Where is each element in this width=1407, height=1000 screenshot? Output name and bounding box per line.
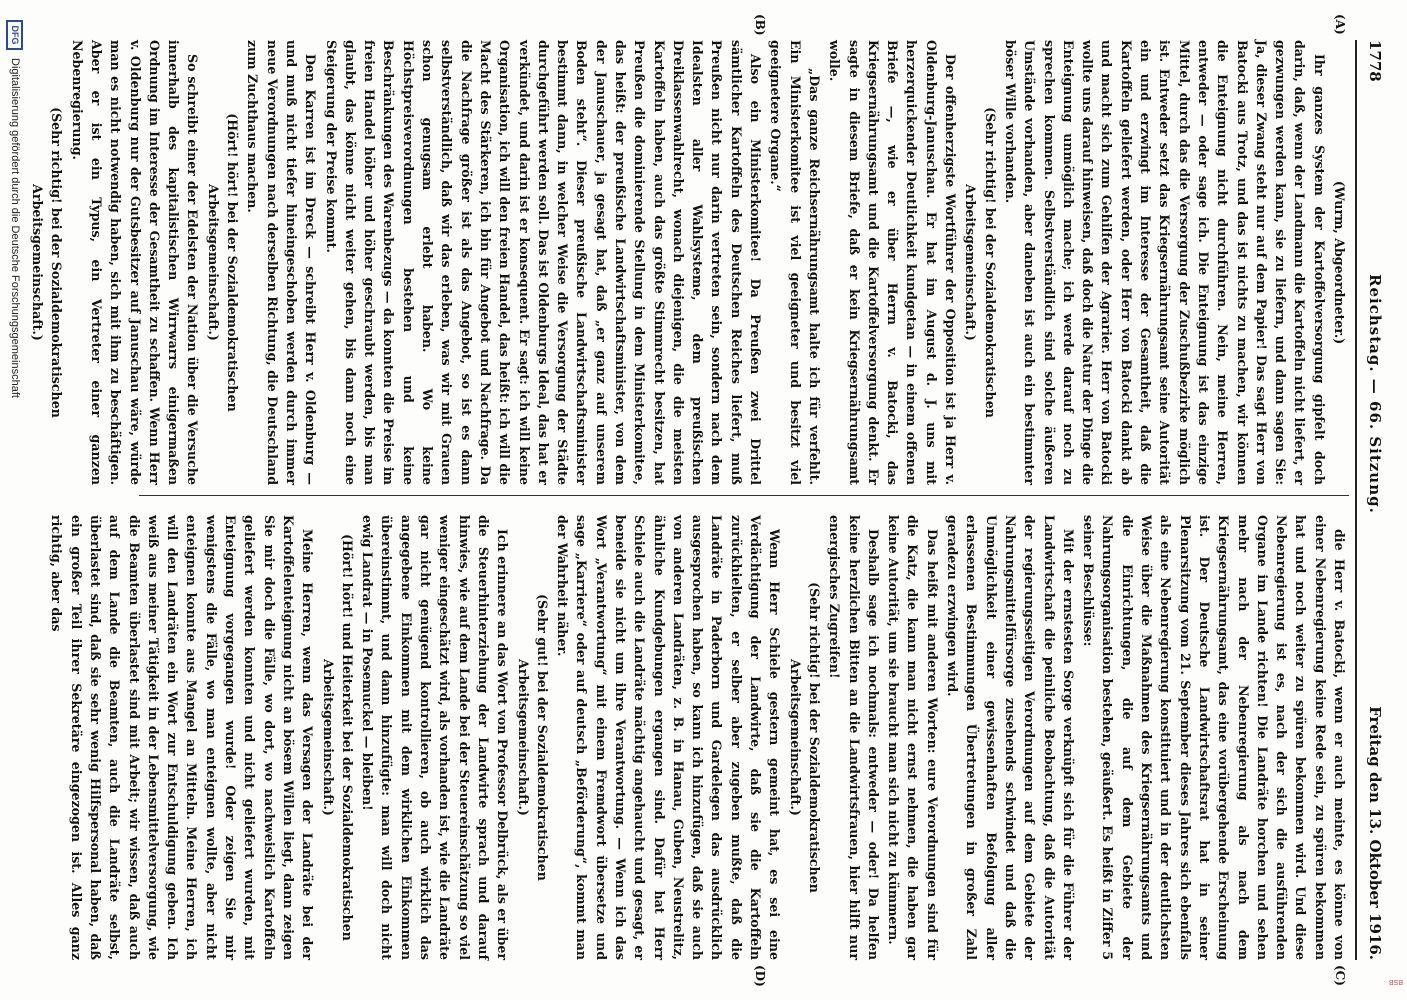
page-number: 1778 (1366, 40, 1384, 82)
margin-marker-a: (A) (1333, 14, 1347, 35)
paragraph: (Hört! hört! und Heiterkeit bei der Sozialdemokratischen Arbeitsgemeinschaft.) (320, 534, 355, 941)
session-title: Reichstag. — 66. Sitzung. (1366, 274, 1384, 514)
paragraph: Ihr ganzes System der Kartoffelversorgung gipfelt doch darin, daß, wenn der Landmann die Kartoffeln nicht liefert, er gezwungen werden kann, sie zu liefern, und dann sagen Sie: Ja, dieser Zwang steht nur auf dem Papier! Das sagt Herr von Batocki aus Trotz, und das ist nichts zu machen, wir können die Enteignung nicht durchführen. Nein, meine Herren, entweder — oder sage ich. Die Enteignung ist das einzige Mittel, durch das die Versorgung der Zuschußbezirke möglich ist. Entweder setzt das Kriegsernährungsamt seine Autorität ein und erzwingt im Interesse der Gesamtheit, daß die Kartoffeln geliefert werden, oder Herr von Batocki dankt ab und macht sich zum Gehilfen der Agrarier. Herr von Batocki wollte uns darauf hinweisen, daß doch die Natur der Dinge die Enteignung unmöglich mache; ich werde darauf noch zu sprechen kommen. Selbstverständlich sind solche äußeren Umstände vorhanden, aber daneben ist auch ein bestimmter böser Wille vorhanden. (1002, 40, 1327, 485)
paragraph: Deshalb sage ich nochmals: entweder — oder! Da helfen keine herzlichen Bitten an die Landwirtsfrauen, hier hilft nur energisches Zugreifen! (827, 515, 881, 960)
session-date: Freitag den 13. Oktober 1916. (1366, 706, 1384, 960)
left-column (30, 40, 1349, 485)
paragraph: Meine Herren, wenn das Versagen der Landräte bei der Kartoffelenteignung nicht an bösem Willen liegt, dann zeigen Sie mir doch die Fälle, wo dort, wo nachweislich Kartoffeln geliefert werden konnten und nicht geliefert wurden, mit Enteignung vorgegangen wurde! Oder zeigen Sie mir wenigstens die Fälle, wo man enteignen wollte, aber nicht enteignen konnte aus Mangel an Mitteln. Meine Herren, ich will den Landräten ein Wort zur Entschuldigung geben. Ich weiß aus meiner Tätigkeit in der Lebensmittelversorgung, wie die Beamten überlastet sind mit Arbeit; wir wissen, daß auch auf dem Lande die Beamten, auch die Landräte selbst, überlastet sind, daß sie sehr wenig Hilfspersonal haben, daß ein großer Teil ihrer Sekretäre eingezogen ist. Alles ganz richtig, aber das (49, 515, 316, 960)
page-header (1361, 40, 1389, 960)
paragraph: (Sehr richtig! bei der Sozialdemokratischen Arbeitsgemeinschaft.) (963, 107, 998, 418)
paragraph: Den Karren ist im Dreck — schreibt Herr v. Oldenburg — und muß nicht tiefer hineingeschoben werden durch immer neue Verordnungen nach derselben Richtung, die Deutschland zum Zuchthaus machen. (245, 40, 319, 485)
paragraph: So schreibt einer der Edelsten der Nation über die Versuche innerhalb des kapitalistischen Wirrwarrs einigermaßen Ordnung im Interesse der Gesamtheit zu schaffen. Wenn Herr v. Oldenburg nur der Gutsbesitzer auf Januschau wäre, würde man es nicht notwendig haben, sich mit ihm zu beschäftigen. Aber er ist ein Typus, ein Vertreter einer ganzen Nebenregierung. (69, 40, 201, 485)
margin-marker-c: (C) (1333, 965, 1347, 986)
paragraph: die Herr v. Batocki, wenn er auch meinte, es könne von einer Nebenregierung keine Rede sein, zu spüren bekommen hat und noch weiter zu spüren bekommen wird. Und diese Nebenregierung ist es, nach der sich die ausführenden Organe im Lande richten! Die Landräte horchen und sehen mehr nach der Nebenregierung als nach dem Kriegsernährungsamt, das eine vorübergehende Erscheinung ist. Der Deutsche Landwirtschaftsrat hat in seiner Plenarsitzung vom 21. September dieses Jahres sich ebenfalls als eine Nebenregierung konstituiert und in der deutlichsten Weise über die Maßnahmen des Kriegsernährungsamts und die Einrichtungen, die auf dem Gebiete der Nahrungsorganisation bestehen, geäußert. Es heißt in Ziffer 5 seiner Beschlüsse: (1081, 515, 1347, 960)
dfg-logo: DFG (7, 20, 24, 50)
paragraph: Das heißt mit anderen Worten: eure Verordnungen sind für die Katz, die kann man nicht ernst nehmen, die haben gar keine Autorität, um sie braucht man sich nicht zu kümmern. (886, 515, 940, 960)
paragraph: (Sehr richtig! bei der Sozialdemokratischen Arbeitsgemeinschaft.) (787, 582, 822, 893)
library-stamp: BSB (1388, 978, 1403, 985)
column-divider (139, 495, 1349, 496)
margin-marker-b: (B) (753, 14, 767, 36)
paragraph: Ich erinnere an das Wort von Professor Delbrück, als er über die Steuerhinterziehung der Landwirte sprach und darauf hinwies, wie auf dem Lande bei der Steuereinschätzung so viel weniger eingeschätzt wird, als vorhanden ist, wie die Landräte gar nicht genügend kontrollieren, ob auch wirklich das angegebene Einkommen mit dem wirklichen Einkommen übereinstimmt, und dann hinzufügte: man will doch nicht ewig Landrat — in Posemuckel — bleiben! (360, 515, 511, 960)
paragraph: Wenn Herr Schiele gestern gemeint hat, es sei eine Verdächtigung der Landwirte, daß sie die Kartoffeln zurückhielten, er selber aber zugeben mußte, daß die Landräte in Paderborn und Gardelegen das ausdrücklich ausgesprochen haben, so kann ich hinzufügen, daß sie auch von anderen Landräten, z. B. in Hanau, Guben, Neustrelitz, ähnliche Kundgebungen ergangen sind. Dafür hat Herr Schiele auch die Landräte mächtig angehaucht und gesagt, er beneide sie nicht um ihre Verantwortung. — Wenn ich das Wort „Verantwortung“ mit einem Fremdwort übersetze und sage „Karriere“ oder auf deutsch „Beförderung“, kommt man der Wahrheit näher. (555, 515, 783, 960)
margin-marker-d: (D) (753, 965, 767, 987)
page-footer (5, 20, 25, 980)
header-rule (1355, 40, 1357, 960)
right-column (49, 515, 1349, 960)
paragraph: Der offenherzigste Wortführer der Opposition ist ja Herr v. Oldenburg-Januschau. Er hat im August d. J. uns mit herzerquickender Deutlichkeit kundgetan — in einem offenen Briefe —, wie er über Herrn v. Batocki, das Kriegsernährungsamt und die Kartoffelversorgung denkt. Er sagte in diesem Briefe, daß er kein Kriegsernährungsamt wolle. (827, 40, 959, 485)
paragraph: Also ein Ministerkomitee! Da Preußen zwei Drittel sämtlicher Kartoffeln des Deutschen Reiches liefert, muß Preußen nicht nur darin vertreten sein, sondern nach dem Idealsten aller Wahlsysteme, dem preußischen Dreiklassenwahlrecht, wonach diejenigen, die die meisten Kartoffeln haben, auch das größte Stimmrecht besitzen, hat Preußen die dominierende Stellung in dem Ministerkomitee, das heißt: der preußische Landwirtschaftsminister, von dem der Januschauer, ja gesagt hat, daß „er ganz auf unserem Boden steht“. Dieser preußische Landwirtschaftsminister bestimmt dann, in welcher Weise die Versorgung der Städte durchgeführt werden soll. Das ist Oldenburgs Ideal, das hat er verkündet, und darin ist er konsequent. Er sagt: ich will keine Organisation, ich will den freien Handel, das heißt: ich will die Macht des Stärkeren, ich bin für Angebot und Nachfrage. Da die Nachfrage größer ist als das Angebot, so ist es dann selbstverständlich, daß wir das erleben, was wir mit Grauen schon genugsam erlebt haben. Wo keine Höchstpreisverordnungen bestehen und keine Beschränkungen des Warenbezugs — da konnten die Preise im freien Handel höher und höher geschraubt werden, bis man glaubt, das könne nicht weiter gehen, bis dann noch eine Steigerung der Preise kommt. (323, 40, 764, 485)
paragraph: Mit der ernstesten Sorge verknüpft sich für die Führer der Landwirtschaft die peinliche Beobachtung, daß die Autorität der regierungsseitigen Verordnungen auf dem Gebiete der Nahrungsmittelfürsorge zusehends schwindet und daß die Unmöglichkeit einer gewissenhaften Befolgung aller erlassenen Bestimmungen Übertretungen in großer Zahl geradezu erzwingen wird. (945, 515, 1076, 960)
paragraph: „Das ganze Reichsernährungsamt halte ich für verfehlt. Ein Ministerkomitee ist viel geeigneter und besitzt viel geeignetere Organe.“ (768, 40, 822, 485)
paragraph: (Sehr gut! bei der Sozialdemokratischen Arbeitsgemeinschaft.) (515, 594, 550, 881)
paragraph: (Sehr richtig! bei der Sozialdemokratischen Arbeitsgemeinschaft.) (30, 107, 65, 418)
paragraph: (Wurm, Abgeordneter.) (1332, 180, 1347, 345)
paragraph: (Hört! hört! bei der Sozialdemokratischen Arbeitsgemeinschaft.) (205, 113, 241, 412)
funding-note: Digitalisierung gefördert durch die Deutsche Forschungsgemeinschaft (9, 58, 21, 398)
